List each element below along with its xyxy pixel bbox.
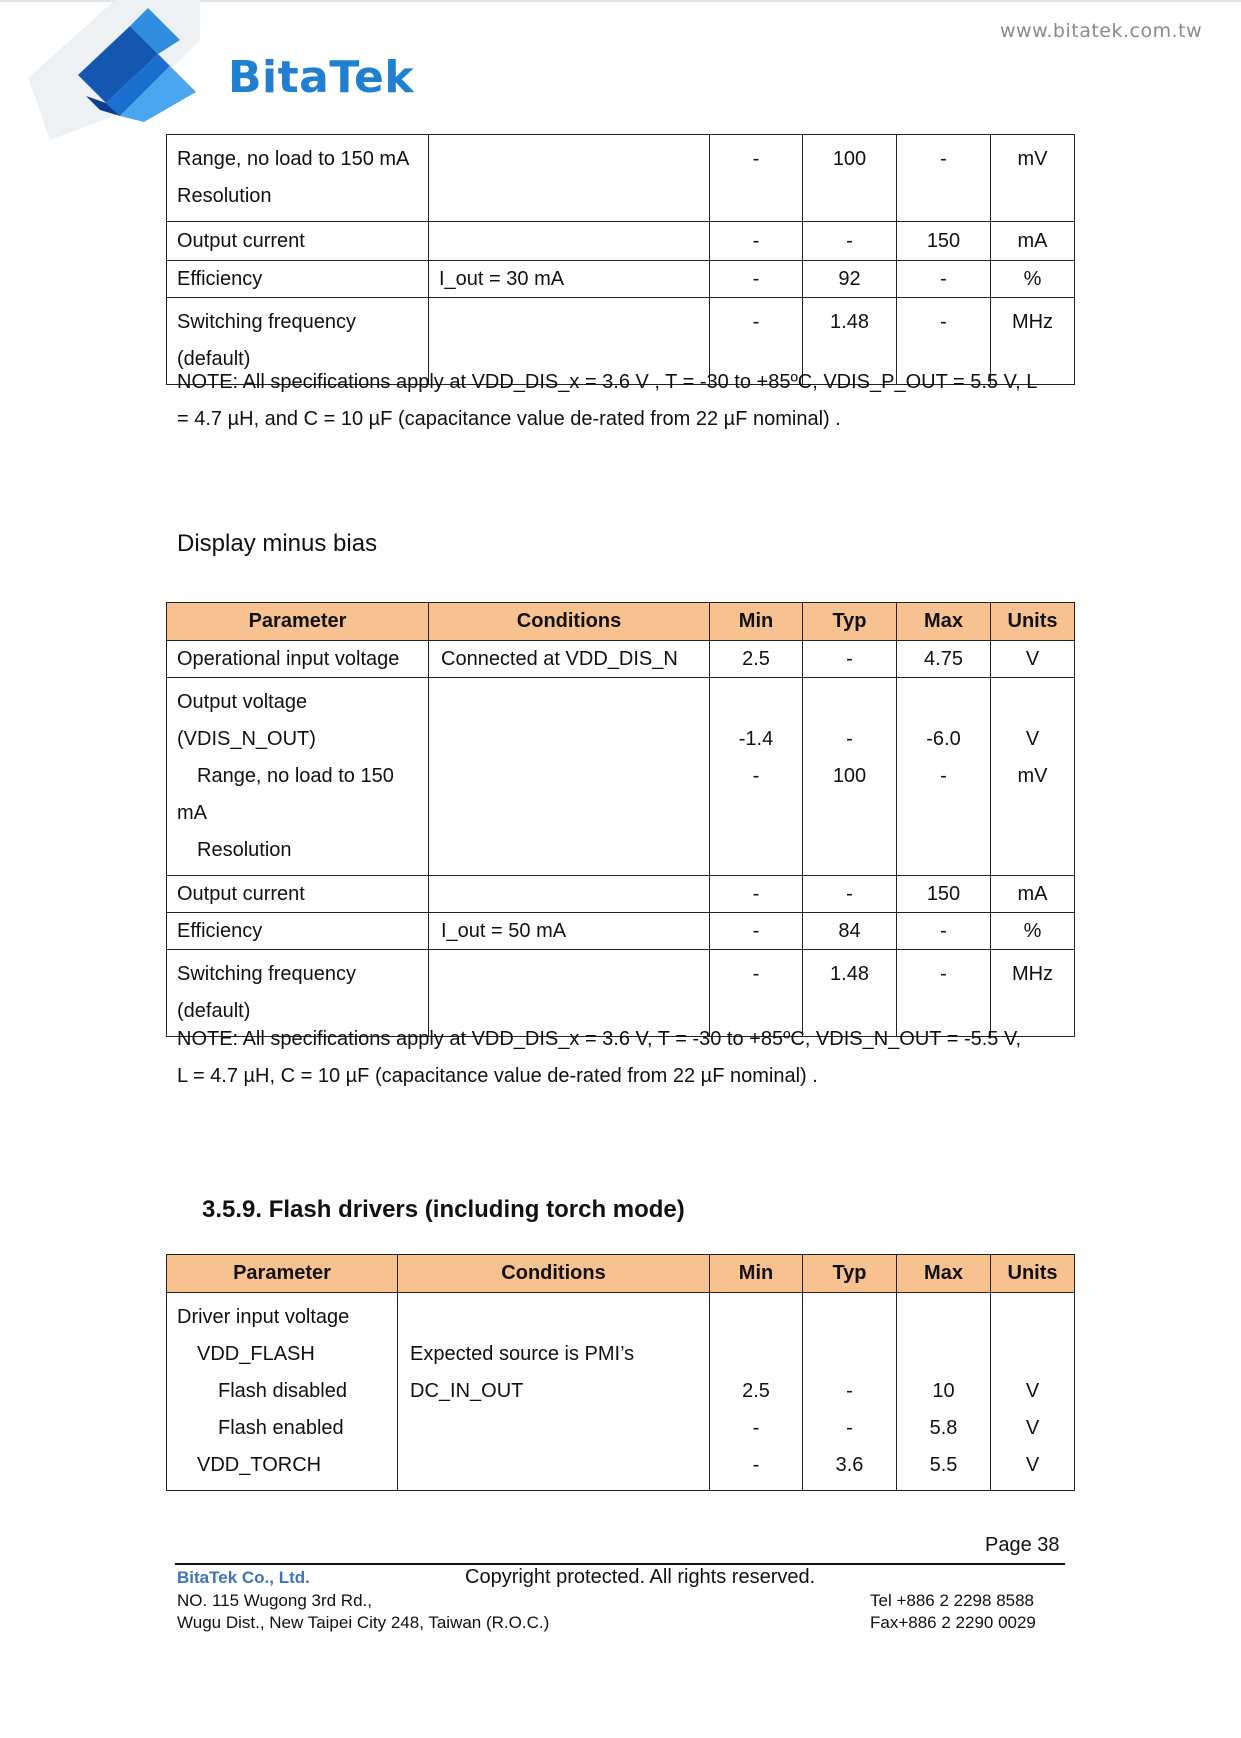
typ-cell: 1.48 — [803, 298, 897, 385]
footer-divider — [175, 1563, 1065, 1565]
min-cell: - — [710, 298, 803, 385]
header-units: Units — [991, 603, 1075, 641]
param-cell: Switching frequency (default) — [167, 298, 429, 385]
table-row — [167, 135, 1075, 222]
units-cell: mV — [991, 135, 1075, 222]
param-cell: Switching frequency (default) — [167, 950, 429, 1037]
header-max: Max — [897, 603, 991, 641]
param-cell: Range, no load to 150 mA Resolution — [167, 135, 429, 222]
max-cell: - — [897, 261, 991, 298]
units-cell: MHz — [991, 950, 1075, 1037]
table1-note: NOTE: All specifications apply at VDD_DIS_x = 3.6 V , T = -30 to +85ºC, VDIS_P_OUT = 5.5 V, L = 4.7 µH, and C = 10 µF (capacitance value de-rated from 22 µF nominal) . — [177, 371, 1038, 430]
param-cell: Operational input voltage — [167, 641, 429, 678]
flash-driver-spec-table — [166, 1254, 1075, 1491]
brand-name: BitaTek — [228, 52, 415, 103]
max-cell: -6.0 - — [897, 678, 991, 876]
units-cell: V mV — [991, 678, 1075, 876]
conditions-cell — [429, 222, 710, 261]
conditions-cell — [429, 876, 710, 913]
typ-cell: - - 3.6 — [803, 1293, 897, 1491]
units-cell: mA — [991, 876, 1075, 913]
conditions-cell: I_out = 50 mA — [429, 913, 710, 950]
table-row — [167, 222, 1075, 261]
max-cell: 10 5.8 5.5 — [897, 1293, 991, 1491]
min-cell: 2.5 - - — [710, 1293, 803, 1491]
param-cell: Output voltage (VDIS_N_OUT) Range, no load to 150 mA Resolution — [167, 678, 429, 876]
conditions-cell — [429, 135, 710, 222]
header-parameter: Parameter — [167, 603, 429, 641]
conditions-cell: Connected at VDD_DIS_N — [429, 641, 710, 678]
max-cell: 150 — [897, 876, 991, 913]
conditions-cell: I_out = 30 mA — [429, 261, 710, 298]
units-cell: MHz — [991, 298, 1075, 385]
minus-bias-note: NOTE: All specifications apply at VDD_DIS_x = 3.6 V, T = -30 to +85ºC, VDIS_N_OUT = -5.5 V, L = 4.7 µH, C = 10 µF (capacitance value de-rated from 22 µF nominal) . — [177, 1028, 1022, 1087]
table-header-row — [167, 1255, 1075, 1293]
units-cell: % — [991, 913, 1075, 950]
table-row — [167, 913, 1075, 950]
company-name: BitaTek Co., Ltd. — [177, 1568, 310, 1587]
min-cell: - — [710, 261, 803, 298]
plus-bias-spec-table — [166, 134, 1075, 385]
header-max: Max — [897, 1255, 991, 1293]
section-title-flash-drivers: 3.5.9. Flash drivers (including torch mode) — [202, 1196, 685, 1223]
param-cell: Driver input voltage VDD_FLASH Flash disabled Flash enabled VDD_TORCH — [167, 1293, 398, 1491]
min-cell: - — [710, 876, 803, 913]
units-cell: mA — [991, 222, 1075, 261]
min-cell: - — [710, 913, 803, 950]
units-cell: V V V — [991, 1293, 1075, 1491]
telephone: Tel +886 2 2298 8588 — [870, 1591, 1035, 1610]
min-cell: -1.4 - — [710, 678, 803, 876]
page-number: Page 38 — [985, 1534, 1060, 1556]
table-row — [167, 678, 1075, 876]
typ-cell: 1.48 — [803, 950, 897, 1037]
max-cell: - — [897, 913, 991, 950]
table-row — [167, 876, 1075, 913]
header-typ: Typ — [803, 1255, 897, 1293]
min-cell: - — [710, 222, 803, 261]
param-cell: Output current — [167, 876, 429, 913]
max-cell: - — [897, 950, 991, 1037]
table-row — [167, 261, 1075, 298]
header-min: Min — [710, 603, 803, 641]
min-cell: - — [710, 135, 803, 222]
param-cell: Efficiency — [167, 913, 429, 950]
min-cell: 2.5 — [710, 641, 803, 678]
units-cell: V — [991, 641, 1075, 678]
copyright-text: Copyright protected. All rights reserved. — [465, 1566, 816, 1588]
header-min: Min — [710, 1255, 803, 1293]
conditions-cell — [429, 678, 710, 876]
header-conditions: Conditions — [398, 1255, 710, 1293]
param-cell: Output current — [167, 222, 429, 261]
typ-cell: 92 — [803, 261, 897, 298]
max-cell: - — [897, 298, 991, 385]
fax: Fax+886 2 2290 0029 — [870, 1613, 1036, 1632]
max-cell: - — [897, 135, 991, 222]
conditions-cell: Expected source is PMI’s DC_IN_OUT — [398, 1293, 710, 1491]
typ-cell: - — [803, 641, 897, 678]
param-cell: Efficiency — [167, 261, 429, 298]
typ-cell: - 100 — [803, 678, 897, 876]
table-row — [167, 1293, 1075, 1491]
header-parameter: Parameter — [167, 1255, 398, 1293]
table-header-row — [167, 603, 1075, 641]
typ-cell: - — [803, 222, 897, 261]
max-cell: 150 — [897, 222, 991, 261]
section-title-minus-bias: Display minus bias — [177, 530, 378, 557]
units-cell: % — [991, 261, 1075, 298]
header-units: Units — [991, 1255, 1075, 1293]
minus-bias-spec-table — [166, 602, 1075, 1037]
table-row — [167, 641, 1075, 678]
address-line-2: Wugu Dist., New Taipei City 248, Taiwan (R.O.C.) — [177, 1613, 550, 1632]
typ-cell: - — [803, 876, 897, 913]
typ-cell: 100 — [803, 135, 897, 222]
typ-cell: 84 — [803, 913, 897, 950]
website-url[interactable]: www.bitatek.com.tw — [1000, 20, 1203, 42]
max-cell: 4.75 — [897, 641, 991, 678]
header-conditions: Conditions — [429, 603, 710, 641]
address-line-1: NO. 115 Wugong 3rd Rd., — [177, 1591, 372, 1610]
header-typ: Typ — [803, 603, 897, 641]
min-cell: - — [710, 950, 803, 1037]
